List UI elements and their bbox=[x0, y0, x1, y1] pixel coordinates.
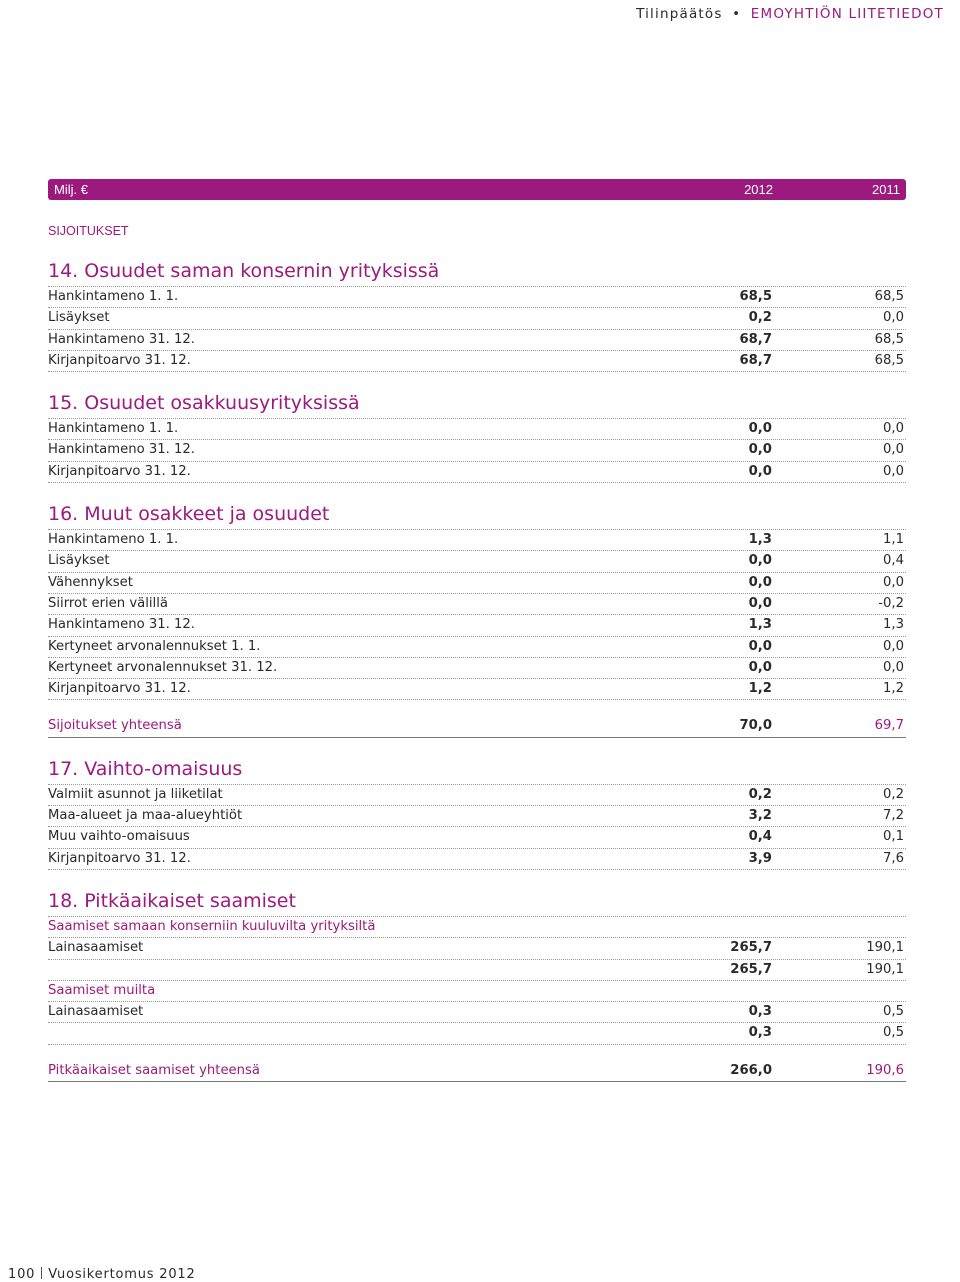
table-row bbox=[48, 330, 906, 351]
value-current: 0,4 bbox=[748, 829, 772, 845]
notes-content bbox=[48, 222, 906, 1082]
value-current: 0,0 bbox=[748, 463, 772, 479]
row-label: Hankintameno 31. 12. bbox=[48, 442, 195, 458]
table-row bbox=[48, 679, 906, 700]
table-row bbox=[48, 419, 906, 440]
table-row bbox=[48, 938, 906, 959]
value-previous: 0,5 bbox=[883, 1004, 904, 1020]
table-row bbox=[48, 849, 906, 870]
row-label: Vähennykset bbox=[48, 574, 133, 590]
value-previous: 1,3 bbox=[883, 617, 904, 633]
section-caption: SIJOITUKSET bbox=[48, 224, 129, 238]
subtotal-current: 0,3 bbox=[748, 1025, 772, 1041]
value-current: 265,7 bbox=[730, 940, 772, 956]
row-label: Kirjanpitoarvo 31. 12. bbox=[48, 681, 191, 697]
total-current: 70,0 bbox=[739, 718, 772, 734]
table-row bbox=[48, 658, 906, 679]
row-label: Kertyneet arvonalennukset 31. 12. bbox=[48, 659, 278, 675]
table-row bbox=[48, 785, 906, 806]
publication-title: Vuosikertomus 2012 bbox=[48, 1267, 196, 1282]
table-row bbox=[48, 530, 906, 551]
table-row bbox=[48, 1002, 906, 1023]
receivables-total-row bbox=[48, 1061, 906, 1082]
table-row bbox=[48, 573, 906, 594]
note-title: 16. Muut osakkeet ja osuudet bbox=[48, 499, 906, 530]
note-title: 18. Pitkäaikaiset saamiset bbox=[48, 886, 906, 917]
value-current: 0,0 bbox=[748, 574, 772, 590]
header-doc-title: Tilinpäätös bbox=[636, 6, 723, 22]
value-current: 0,0 bbox=[748, 595, 772, 611]
row-label: Hankintameno 31. 12. bbox=[48, 617, 195, 633]
row-label: Hankintameno 1. 1. bbox=[48, 532, 179, 548]
value-previous: 0,2 bbox=[883, 786, 904, 802]
row-label: Hankintameno 31. 12. bbox=[48, 331, 195, 347]
value-previous: 68,5 bbox=[874, 331, 904, 347]
note-title: 14. Osuudet saman konsernin yrityksissä bbox=[48, 256, 906, 287]
subtotal-row bbox=[48, 960, 906, 981]
value-current: 3,9 bbox=[748, 850, 772, 866]
row-label: Lisäykset bbox=[48, 310, 110, 326]
row-label: Maa-alueet ja maa-alueyhtiöt bbox=[48, 808, 243, 824]
row-label: Muu vaihto-omaisuus bbox=[48, 829, 190, 845]
table-row bbox=[48, 615, 906, 636]
value-current: 0,0 bbox=[748, 442, 772, 458]
value-previous: 68,5 bbox=[874, 289, 904, 304]
value-previous: 0,0 bbox=[883, 659, 904, 675]
value-previous: 0,4 bbox=[883, 553, 904, 569]
value-previous: 0,0 bbox=[883, 442, 904, 458]
total-previous: 69,7 bbox=[874, 718, 904, 734]
value-previous: 1,2 bbox=[883, 681, 904, 697]
table-row bbox=[48, 806, 906, 827]
subgroup-heading-label: Saamiset samaan konserniin kuuluvilta yrityksiltä bbox=[48, 918, 376, 934]
value-current: 68,7 bbox=[739, 331, 772, 347]
year-current-header: 2012 bbox=[744, 182, 773, 197]
subtotal-current: 265,7 bbox=[730, 961, 772, 977]
value-previous: 0,0 bbox=[883, 574, 904, 590]
value-previous: 0,0 bbox=[883, 310, 904, 326]
value-previous: 7,2 bbox=[883, 808, 904, 824]
value-current: 68,7 bbox=[739, 352, 772, 368]
value-previous: 7,6 bbox=[883, 850, 904, 866]
row-label: Lainasaamiset bbox=[48, 940, 144, 956]
value-current: 0,0 bbox=[748, 659, 772, 675]
value-previous: 68,5 bbox=[874, 352, 904, 368]
value-previous: 0,0 bbox=[883, 638, 904, 654]
value-previous: 1,1 bbox=[883, 532, 904, 548]
value-current: 68,5 bbox=[739, 289, 772, 304]
running-header bbox=[636, 6, 944, 22]
value-current: 1,2 bbox=[748, 681, 772, 697]
subgroup-heading bbox=[48, 917, 906, 938]
row-label: Kirjanpitoarvo 31. 12. bbox=[48, 463, 191, 479]
row-label: Valmiit asunnot ja liiketilat bbox=[48, 786, 223, 802]
row-label: Kirjanpitoarvo 31. 12. bbox=[48, 352, 191, 368]
total-label: Sijoitukset yhteensä bbox=[48, 718, 182, 734]
value-previous: 190,1 bbox=[866, 940, 904, 956]
year-previous-header: 2011 bbox=[872, 182, 900, 197]
value-current: 0,2 bbox=[748, 786, 772, 802]
header-separator: • bbox=[732, 6, 742, 22]
total-current: 266,0 bbox=[730, 1062, 772, 1078]
table-row bbox=[48, 287, 906, 308]
value-current: 0,2 bbox=[748, 310, 772, 326]
total-label: Pitkäaikaiset saamiset yhteensä bbox=[48, 1062, 260, 1078]
value-current: 3,2 bbox=[748, 808, 772, 824]
header-section-title: EMOYHTIÖN LIITETIEDOT bbox=[750, 6, 944, 22]
column-header-bar bbox=[48, 179, 906, 200]
subtotal-previous: 190,1 bbox=[866, 961, 904, 977]
table-row bbox=[48, 351, 906, 372]
row-label: Hankintameno 1. 1. bbox=[48, 421, 179, 437]
value-current: 1,3 bbox=[748, 617, 772, 633]
value-current: 0,0 bbox=[748, 638, 772, 654]
unit-label: Milj. € bbox=[54, 182, 88, 197]
row-label: Lisäykset bbox=[48, 553, 110, 569]
table-row bbox=[48, 440, 906, 461]
table-row bbox=[48, 594, 906, 615]
row-label: Kirjanpitoarvo 31. 12. bbox=[48, 850, 191, 866]
row-label: Siirrot erien välillä bbox=[48, 595, 168, 611]
row-label: Kertyneet arvonalennukset 1. 1. bbox=[48, 638, 261, 654]
note-title: 15. Osuudet osakkuusyrityksissä bbox=[48, 388, 906, 419]
table-row bbox=[48, 637, 906, 658]
value-current: 0,3 bbox=[748, 1004, 772, 1020]
table-row bbox=[48, 462, 906, 483]
row-label: Lainasaamiset bbox=[48, 1004, 144, 1020]
row-label: Hankintameno 1. 1. bbox=[48, 289, 179, 304]
value-previous: 0,0 bbox=[883, 463, 904, 479]
page-number: 100 bbox=[8, 1267, 36, 1282]
subgroup-heading bbox=[48, 981, 906, 1002]
value-previous: -0,2 bbox=[878, 595, 904, 611]
total-previous: 190,6 bbox=[866, 1062, 904, 1078]
subgroup-heading-label: Saamiset muilta bbox=[48, 982, 156, 998]
value-current: 1,3 bbox=[748, 532, 772, 548]
note-title: 17. Vaihto-omaisuus bbox=[48, 754, 906, 785]
value-current: 0,0 bbox=[748, 421, 772, 437]
investments-total-row bbox=[48, 716, 906, 737]
value-previous: 0,0 bbox=[883, 421, 904, 437]
table-row bbox=[48, 551, 906, 572]
table-row bbox=[48, 308, 906, 329]
subtotal-previous: 0,5 bbox=[883, 1025, 904, 1041]
subtotal-row bbox=[48, 1023, 906, 1044]
footer-divider bbox=[41, 1267, 42, 1279]
value-previous: 0,1 bbox=[883, 829, 904, 845]
table-row bbox=[48, 827, 906, 848]
value-current: 0,0 bbox=[748, 553, 772, 569]
